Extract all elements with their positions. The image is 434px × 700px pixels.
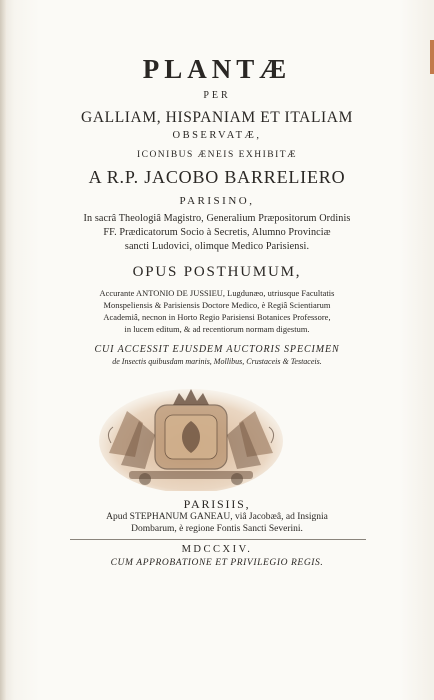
title-regions: GALLIAM, HISPANIAM ET ITALIAM <box>81 109 353 126</box>
credential-line: FF. Prædicatorum Socio à Secretis, Alumno Provinciæ <box>103 227 331 238</box>
editor-line: Accurante ANTONIO DE JUSSIEU, Lugdunæo, utriusque Facultatis <box>99 289 335 298</box>
title-observatae: OBSERVATÆ, <box>172 130 262 141</box>
imprint-address: Dombarum, è regione Fontis Sancti Severini. <box>131 524 303 534</box>
insectis-subtitle: de Insectis quibusdam marinis, Mollibus, Crustaceis & Testaceis. <box>112 357 322 366</box>
imprint-privilege: CUM APPROBATIONE ET PRIVILEGIO REGIS. <box>110 558 324 568</box>
accessit-heading: CUI ACCESSIT EJUSDEM AUCTORIS SPECIMEN <box>94 344 340 355</box>
editor-line: in lucem editum, & ad recentiorum normam digestum. <box>124 325 310 334</box>
book-title: PLANTÆ <box>142 54 292 84</box>
imprint-printer: Apud STEPHANUM GANEAU, viâ Jacobæâ, ad Insignia <box>106 512 328 522</box>
imprint-divider <box>70 539 366 540</box>
credential-line: In sacrâ Theologiâ Magistro, Generalium Præpositorum Ordinis <box>83 213 351 224</box>
title-per: PER <box>203 90 231 101</box>
editor-line: Monspeliensis & Parisiensis Doctore Medico, è Regiâ Scientiarum <box>103 301 331 310</box>
imprint-date: MDCCXIV. <box>181 544 253 555</box>
author-line: A R.P. JACOBO BARRELIERO <box>88 167 346 187</box>
opus-posthumum: OPUS POSTHUMUM, <box>132 264 302 280</box>
title-iconibus: ICONIBUS ÆNEIS EXHIBITÆ <box>136 150 298 160</box>
credential-line: sancti Ludovici, olimque Medico Parisiensi. <box>124 241 310 252</box>
imprint-place: PARISIIS, <box>183 497 251 511</box>
printers-vignette-ornament <box>99 383 283 491</box>
author-origin: PARISINO, <box>179 195 255 207</box>
editor-line: Academiâ, necnon in Horto Regio Parisiensi Botanices Professore, <box>103 313 331 322</box>
